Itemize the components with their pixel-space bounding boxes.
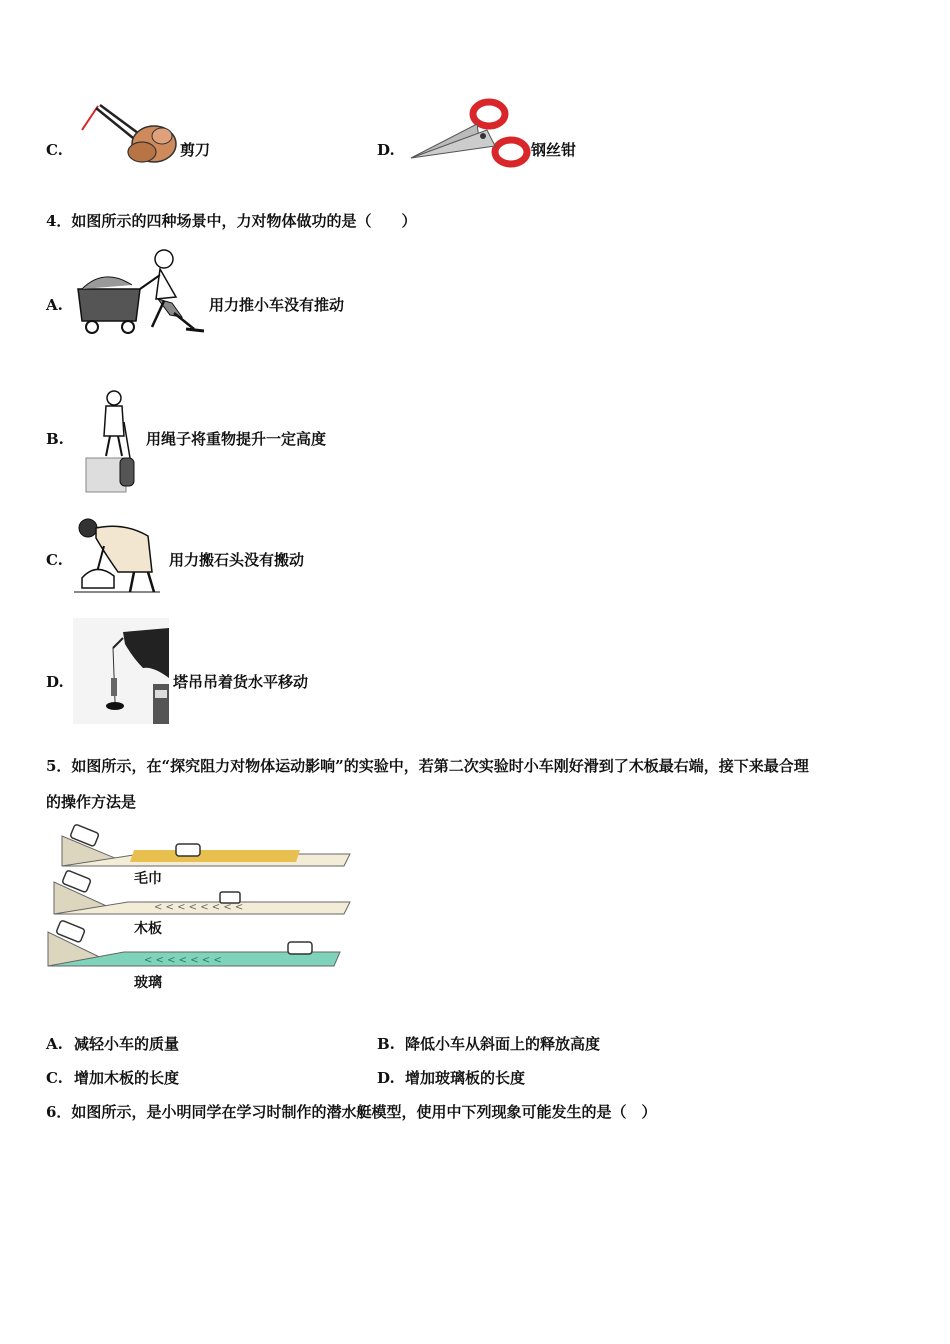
q6-stem: 6．如图所示，是小明同学在学习时制作的潜水艇模型，使用中下列现象可能发生的是（ ）: [46, 1103, 657, 1121]
q3-option-d-text: 钢丝钳: [531, 141, 577, 159]
q4-option-a-text: 用力推小车没有推动: [209, 296, 345, 314]
figure-label-towel: 毛巾: [134, 871, 162, 887]
q4-option-c-text: 用力搬石头没有搬动: [169, 551, 305, 569]
figure-label-glass: 玻璃: [134, 975, 162, 991]
q5-option-d-letter: D.: [377, 1069, 395, 1087]
q5-option-b-letter: B.: [377, 1035, 395, 1053]
q3-option-d-letter: D.: [377, 141, 395, 159]
lift-stone-image: [74, 516, 160, 596]
q4-option-b-text: 用绳子将重物提升一定高度: [146, 430, 327, 448]
q5-option-d-text: 增加玻璃板的长度: [405, 1069, 526, 1087]
tweezers-hand-image: [76, 100, 180, 170]
q3-option-c-letter: C.: [46, 141, 63, 159]
q3-option-c-text: 剪刀: [180, 141, 211, 159]
q5-option-b-text: 降低小车从斜面上的释放高度: [405, 1035, 601, 1053]
q5-option-c-letter: C.: [46, 1069, 63, 1087]
q5-stem-line1: 5．如图所示，在“探究阻力对物体运动影响”的实验中，若第二次实验时小车刚好滑到了木板最右端，接下来最合理: [46, 757, 809, 775]
friction-experiment-figure: [44, 818, 356, 998]
lift-weight-image: [84, 388, 146, 494]
svg-text:< < < < < <: < < < < < < < <: [154, 902, 244, 913]
svg-text:< < < < < <: < < < < < < <: [144, 955, 222, 966]
q4-option-a-letter: A.: [46, 296, 63, 314]
q4-option-d-letter: D.: [46, 673, 64, 691]
tower-crane-image: [73, 618, 169, 724]
push-cart-image: [74, 245, 208, 335]
figure-label-board: 木板: [134, 921, 162, 937]
q4-stem: 4．如图所示的四种场景中，力对物体做功的是（ ）: [46, 212, 417, 230]
q5-stem-line2: 的操作方法是: [46, 793, 137, 811]
q4-option-b-letter: B.: [46, 430, 64, 448]
scissors-image: [403, 98, 531, 172]
q4-option-c-letter: C.: [46, 551, 63, 569]
q4-option-d-text: 塔吊吊着货水平移动: [173, 673, 309, 691]
q5-option-a-letter: A.: [46, 1035, 63, 1053]
q5-option-a-text: 减轻小车的质量: [74, 1035, 180, 1053]
q5-option-c-text: 增加木板的长度: [74, 1069, 180, 1087]
